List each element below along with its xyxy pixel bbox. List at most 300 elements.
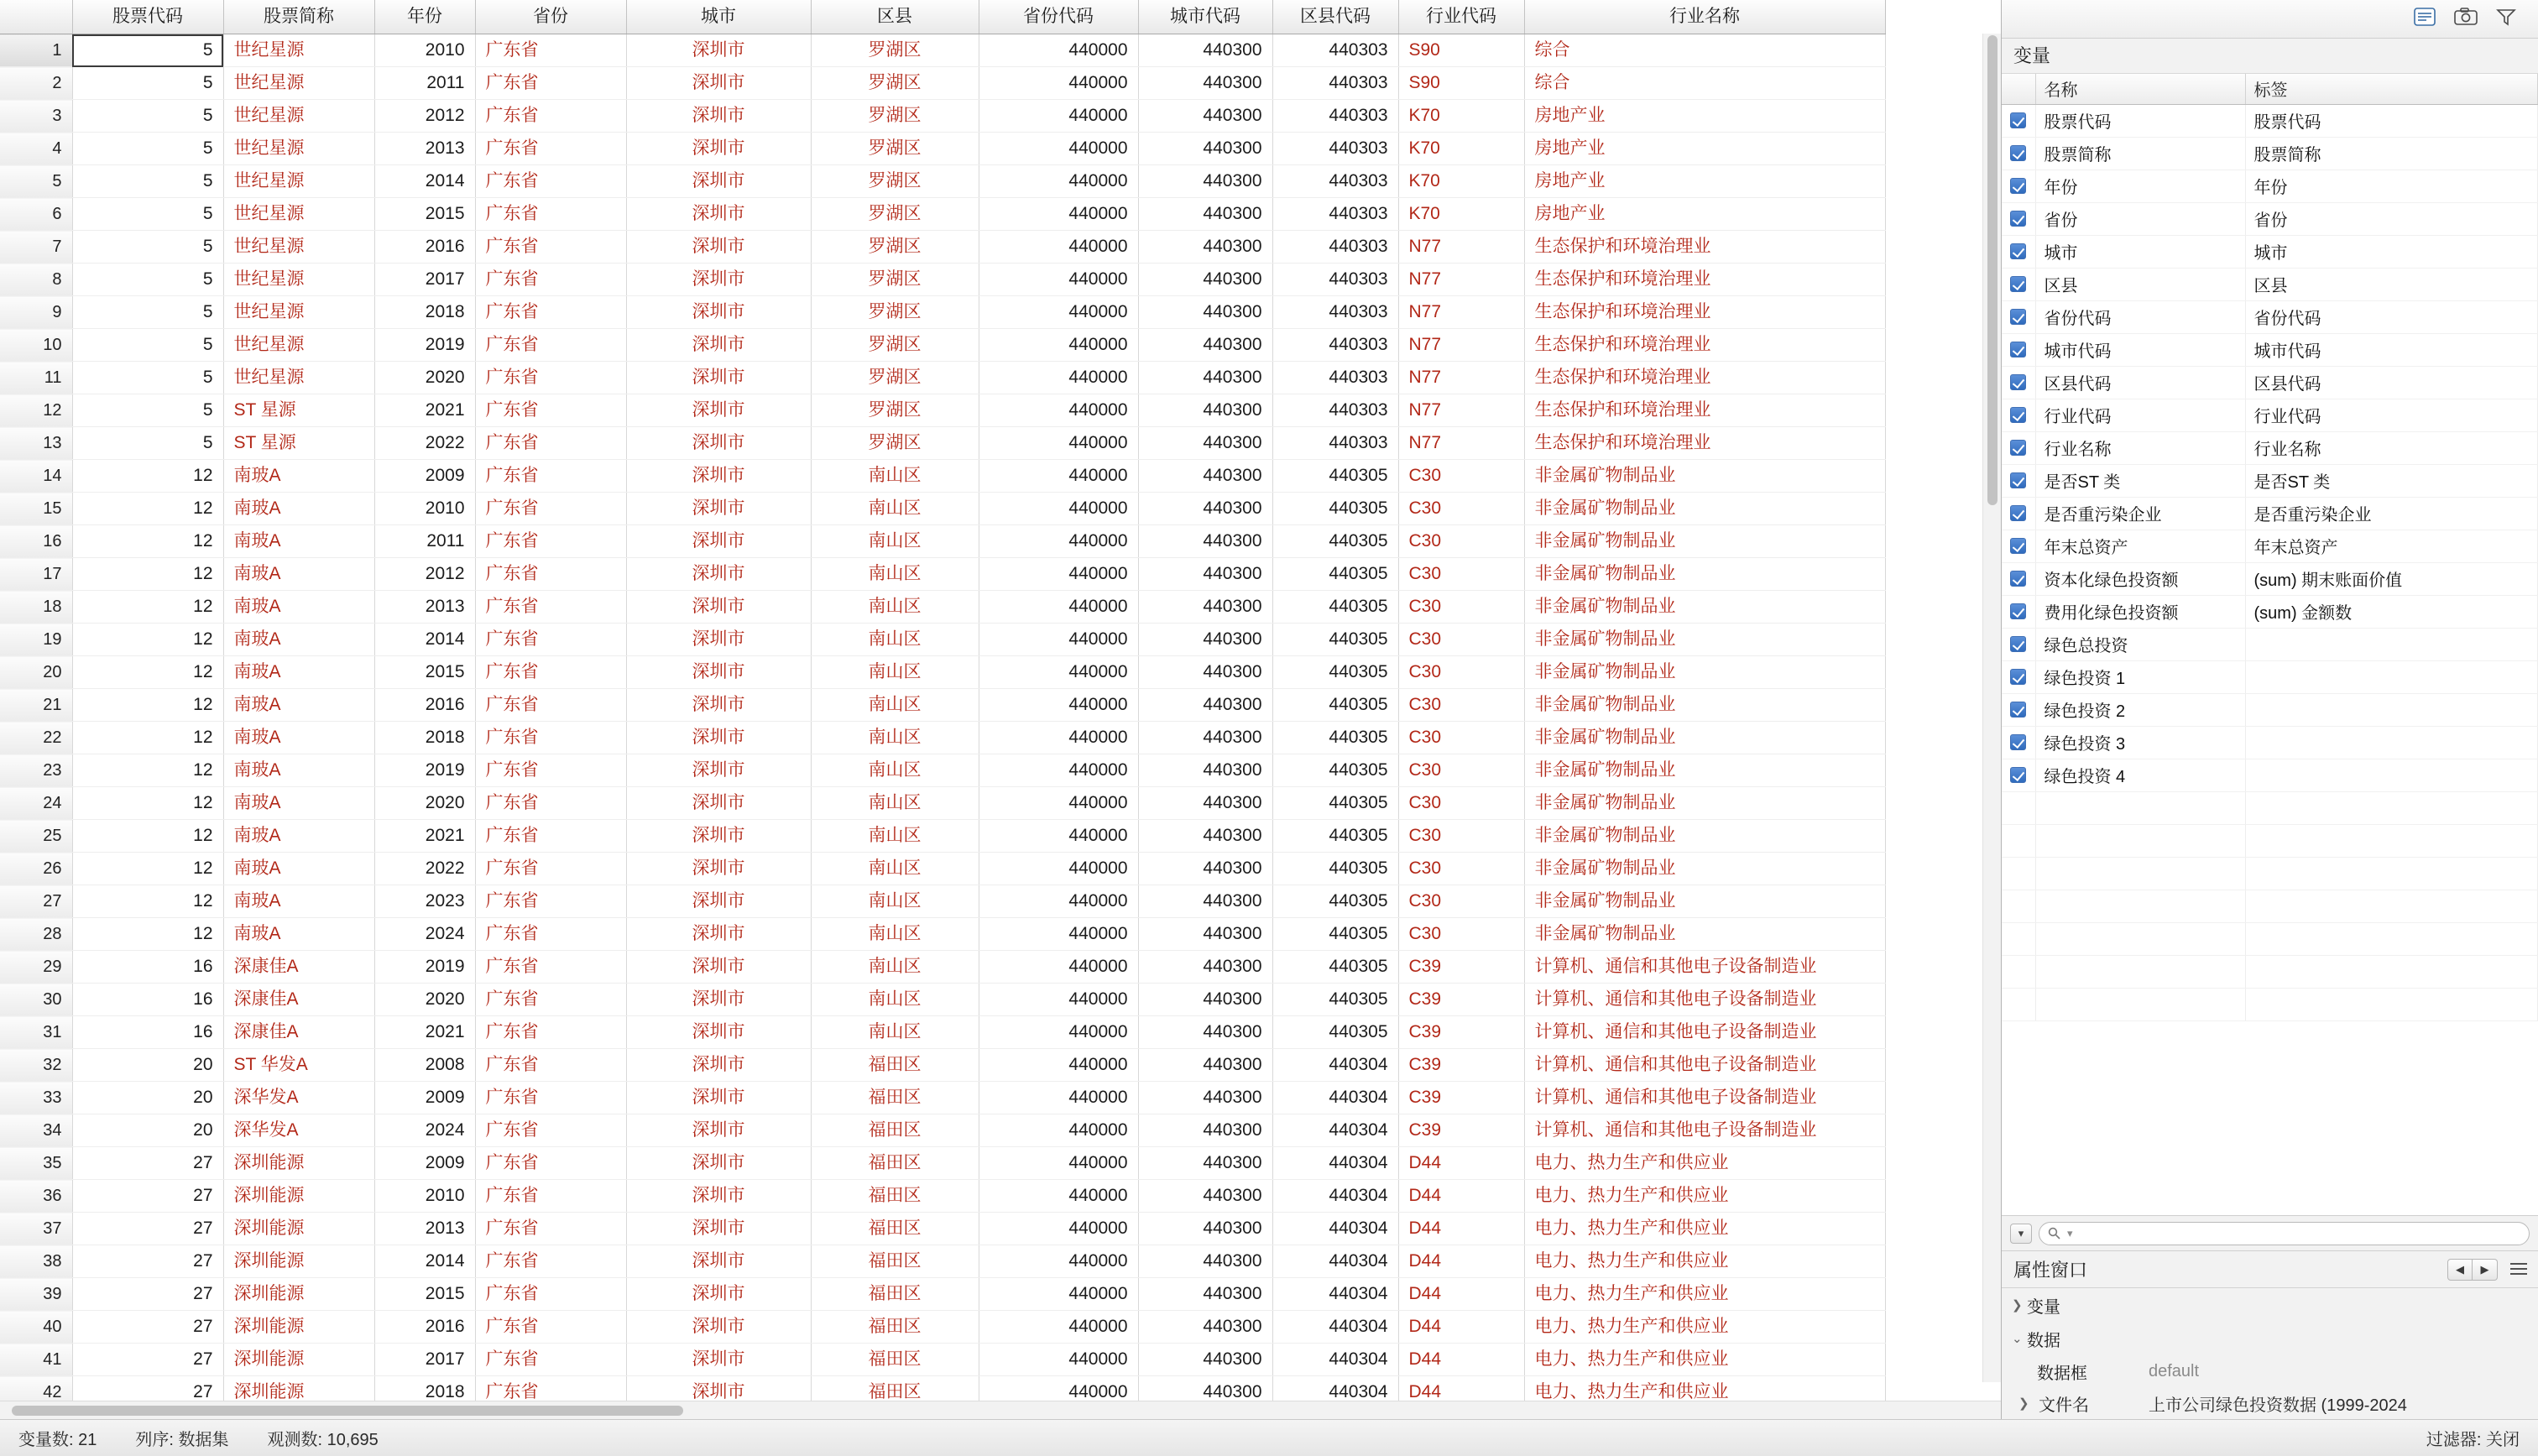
cell[interactable]: 世纪星源 — [223, 165, 374, 198]
cell[interactable]: 440300 — [1138, 689, 1272, 722]
row-number[interactable]: 1 — [0, 34, 72, 67]
variable-label[interactable]: 城市代码 — [2245, 333, 2538, 366]
cell[interactable]: 非金属矿物制品业 — [1524, 624, 1885, 656]
variable-name[interactable]: 绿色投资 1 — [2035, 660, 2245, 693]
variable-label[interactable]: 行业名称 — [2245, 431, 2538, 464]
cell[interactable]: 广东省 — [475, 165, 626, 198]
cell[interactable]: C30 — [1398, 493, 1524, 525]
row-number[interactable]: 21 — [0, 689, 72, 722]
cell[interactable]: C30 — [1398, 918, 1524, 951]
table-row[interactable] — [0, 951, 1885, 984]
cell[interactable]: 440300 — [1138, 231, 1272, 264]
cell[interactable]: 深圳能源 — [223, 1213, 374, 1245]
grid-horizontal-scrollbar-thumb[interactable] — [12, 1406, 683, 1416]
cell[interactable]: 深圳市 — [626, 1213, 811, 1245]
cell[interactable]: 440300 — [1138, 329, 1272, 362]
cell[interactable]: 罗湖区 — [811, 231, 979, 264]
cell[interactable]: 440303 — [1272, 362, 1398, 394]
grid-horizontal-scrollbar[interactable] — [0, 1401, 2001, 1419]
cell[interactable]: 广东省 — [475, 198, 626, 231]
row-number[interactable]: 39 — [0, 1278, 72, 1311]
chevron-down-icon[interactable]: ⌄ — [2012, 1332, 2023, 1346]
row-number[interactable]: 4 — [0, 133, 72, 165]
table-row[interactable] — [0, 820, 1885, 853]
cell[interactable]: D44 — [1398, 1376, 1524, 1401]
variable-name[interactable]: 年份 — [2035, 170, 2245, 202]
cell[interactable]: 12 — [72, 754, 223, 787]
variable-checkbox[interactable] — [2002, 202, 2035, 235]
cell[interactable]: K70 — [1398, 165, 1524, 198]
cell[interactable]: 综合 — [1524, 34, 1885, 67]
cell[interactable]: 440300 — [1138, 853, 1272, 885]
cell[interactable]: 非金属矿物制品业 — [1524, 787, 1885, 820]
row-number[interactable]: 36 — [0, 1180, 72, 1213]
variable-name[interactable]: 行业代码 — [2035, 399, 2245, 431]
table-row[interactable] — [0, 1049, 1885, 1082]
cell[interactable]: 440300 — [1138, 198, 1272, 231]
cell[interactable]: 南玻A — [223, 656, 374, 689]
cell[interactable]: 440305 — [1272, 918, 1398, 951]
cell[interactable]: 2017 — [374, 1344, 475, 1376]
cell[interactable]: 440305 — [1272, 525, 1398, 558]
cell[interactable]: 27 — [72, 1147, 223, 1180]
cell[interactable]: 深圳市 — [626, 296, 811, 329]
grid-vertical-scrollbar[interactable] — [1982, 34, 2001, 1382]
row-header-corner[interactable] — [0, 0, 72, 34]
cell[interactable]: 440305 — [1272, 656, 1398, 689]
cell[interactable]: 440305 — [1272, 624, 1398, 656]
table-row[interactable] — [0, 34, 1885, 67]
cell[interactable]: 南山区 — [811, 820, 979, 853]
variable-checkbox[interactable] — [2002, 660, 2035, 693]
cell[interactable]: 世纪星源 — [223, 198, 374, 231]
cell[interactable]: C30 — [1398, 558, 1524, 591]
cell[interactable]: 广东省 — [475, 1278, 626, 1311]
cell[interactable]: 440300 — [1138, 918, 1272, 951]
cell[interactable]: 综合 — [1524, 67, 1885, 100]
cell[interactable]: 南玻A — [223, 591, 374, 624]
variable-label[interactable]: 是否ST 类 — [2245, 464, 2538, 497]
cell[interactable]: 440304 — [1272, 1245, 1398, 1278]
cell[interactable]: 440300 — [1138, 754, 1272, 787]
table-row[interactable] — [0, 329, 1885, 362]
variable-checkbox[interactable] — [2002, 431, 2035, 464]
variables-header-name[interactable]: 名称 — [2035, 74, 2245, 104]
cell[interactable]: K70 — [1398, 198, 1524, 231]
cell[interactable]: 2022 — [374, 853, 475, 885]
cell[interactable]: 440305 — [1272, 1016, 1398, 1049]
variable-row[interactable] — [2002, 202, 2538, 235]
cell[interactable]: 440000 — [979, 656, 1138, 689]
cell[interactable]: 440304 — [1272, 1311, 1398, 1344]
cell[interactable]: 计算机、通信和其他电子设备制造业 — [1524, 1114, 1885, 1147]
variable-name[interactable]: 绿色投资 4 — [2035, 759, 2245, 791]
cell[interactable]: 南玻A — [223, 722, 374, 754]
cell[interactable]: 世纪星源 — [223, 67, 374, 100]
cell[interactable]: 16 — [72, 951, 223, 984]
cell[interactable]: 罗湖区 — [811, 100, 979, 133]
variable-checkbox[interactable] — [2002, 726, 2035, 759]
cell[interactable]: 广东省 — [475, 787, 626, 820]
cell[interactable]: 20 — [72, 1082, 223, 1114]
cell[interactable]: 2018 — [374, 296, 475, 329]
cell[interactable]: 440000 — [979, 264, 1138, 296]
variable-row[interactable] — [2002, 464, 2538, 497]
list-icon[interactable] — [2414, 8, 2436, 30]
cell[interactable]: 深圳市 — [626, 231, 811, 264]
cell[interactable]: 440303 — [1272, 67, 1398, 100]
cell[interactable]: 深圳市 — [626, 1082, 811, 1114]
variables-header-label[interactable]: 标签 — [2245, 74, 2538, 104]
row-number[interactable]: 34 — [0, 1114, 72, 1147]
cell[interactable]: 深圳市 — [626, 460, 811, 493]
variable-name[interactable]: 省份代码 — [2035, 300, 2245, 333]
column-header-stock-code[interactable]: 股票代码 — [72, 0, 223, 34]
cell[interactable]: D44 — [1398, 1147, 1524, 1180]
cell[interactable]: 深华发A — [223, 1114, 374, 1147]
cell[interactable]: 440000 — [979, 624, 1138, 656]
row-number[interactable]: 33 — [0, 1082, 72, 1114]
cell[interactable]: 5 — [72, 296, 223, 329]
cell[interactable]: C30 — [1398, 787, 1524, 820]
cell[interactable]: 440000 — [979, 1114, 1138, 1147]
cell[interactable]: 福田区 — [811, 1114, 979, 1147]
cell[interactable]: 440305 — [1272, 951, 1398, 984]
cell[interactable]: 深圳市 — [626, 493, 811, 525]
cell[interactable]: 12 — [72, 787, 223, 820]
cell[interactable]: 440304 — [1272, 1180, 1398, 1213]
cell[interactable]: 440000 — [979, 558, 1138, 591]
cell[interactable]: 南玻A — [223, 624, 374, 656]
chevron-down-icon[interactable]: ▾ — [2010, 1224, 2032, 1244]
cell[interactable]: 2010 — [374, 1180, 475, 1213]
cell[interactable]: 2013 — [374, 591, 475, 624]
cell[interactable]: 广东省 — [475, 34, 626, 67]
cell[interactable]: 广东省 — [475, 918, 626, 951]
variable-row[interactable] — [2002, 235, 2538, 268]
cell[interactable]: 罗湖区 — [811, 296, 979, 329]
cell[interactable]: 深圳市 — [626, 264, 811, 296]
cell[interactable]: 440303 — [1272, 329, 1398, 362]
cell[interactable]: 罗湖区 — [811, 165, 979, 198]
cell[interactable]: 非金属矿物制品业 — [1524, 558, 1885, 591]
row-number[interactable]: 10 — [0, 329, 72, 362]
hamburger-icon[interactable] — [2509, 1259, 2528, 1281]
cell[interactable]: N77 — [1398, 362, 1524, 394]
cell[interactable]: 广东省 — [475, 754, 626, 787]
variable-name[interactable]: 是否重污染企业 — [2035, 497, 2245, 530]
cell[interactable]: 440303 — [1272, 165, 1398, 198]
column-header-district[interactable]: 区县 — [811, 0, 979, 34]
table-row[interactable] — [0, 1180, 1885, 1213]
variable-label[interactable] — [2245, 726, 2538, 759]
cell[interactable]: 12 — [72, 918, 223, 951]
cell[interactable]: 房地产业 — [1524, 133, 1885, 165]
cell[interactable]: 广东省 — [475, 722, 626, 754]
cell[interactable]: 福田区 — [811, 1278, 979, 1311]
cell[interactable]: 440300 — [1138, 34, 1272, 67]
row-number[interactable]: 42 — [0, 1376, 72, 1401]
variable-checkbox[interactable] — [2002, 595, 2035, 628]
cell[interactable]: 世纪星源 — [223, 34, 374, 67]
row-number[interactable]: 26 — [0, 853, 72, 885]
cell[interactable]: 福田区 — [811, 1344, 979, 1376]
variable-label[interactable]: 是否重污染企业 — [2245, 497, 2538, 530]
cell[interactable]: 440000 — [979, 853, 1138, 885]
cell[interactable]: 广东省 — [475, 1245, 626, 1278]
cell[interactable]: 5 — [72, 34, 223, 67]
cell[interactable]: 深圳市 — [626, 198, 811, 231]
cell[interactable]: 南山区 — [811, 525, 979, 558]
cell[interactable]: 12 — [72, 885, 223, 918]
cell[interactable]: 南山区 — [811, 918, 979, 951]
cell[interactable]: 440300 — [1138, 296, 1272, 329]
cell[interactable]: 福田区 — [811, 1082, 979, 1114]
cell[interactable]: C39 — [1398, 1114, 1524, 1147]
cell[interactable]: 生态保护和环境治理业 — [1524, 427, 1885, 460]
cell[interactable]: 罗湖区 — [811, 133, 979, 165]
variable-label[interactable]: 省份 — [2245, 202, 2538, 235]
cell[interactable]: 深圳市 — [626, 1376, 811, 1401]
chevron-right-icon[interactable]: ❯ — [2012, 1298, 2023, 1312]
cell[interactable]: 12 — [72, 820, 223, 853]
cell[interactable]: 2009 — [374, 1147, 475, 1180]
table-row[interactable] — [0, 624, 1885, 656]
cell[interactable]: 深圳市 — [626, 591, 811, 624]
cell[interactable]: 27 — [72, 1180, 223, 1213]
cell[interactable]: 20 — [72, 1049, 223, 1082]
cell[interactable]: D44 — [1398, 1245, 1524, 1278]
table-row[interactable] — [0, 100, 1885, 133]
cell[interactable]: 房地产业 — [1524, 198, 1885, 231]
table-row[interactable] — [0, 362, 1885, 394]
variable-name[interactable]: 省份 — [2035, 202, 2245, 235]
cell[interactable]: 440000 — [979, 1344, 1138, 1376]
cell[interactable]: 440300 — [1138, 656, 1272, 689]
cell[interactable]: 广东省 — [475, 689, 626, 722]
cell[interactable]: 440300 — [1138, 1245, 1272, 1278]
cell[interactable]: 440300 — [1138, 133, 1272, 165]
cell[interactable]: 440300 — [1138, 67, 1272, 100]
cell[interactable]: 世纪星源 — [223, 100, 374, 133]
variable-checkbox[interactable] — [2002, 464, 2035, 497]
table-row[interactable] — [0, 885, 1885, 918]
cell[interactable]: 南山区 — [811, 624, 979, 656]
cell[interactable]: 世纪星源 — [223, 264, 374, 296]
variable-label[interactable]: (sum) 期末账面价值 — [2245, 562, 2538, 595]
cell[interactable]: N77 — [1398, 329, 1524, 362]
cell[interactable]: 440304 — [1272, 1278, 1398, 1311]
row-number[interactable]: 17 — [0, 558, 72, 591]
cell[interactable]: 南山区 — [811, 885, 979, 918]
variable-checkbox[interactable] — [2002, 693, 2035, 726]
cell[interactable]: 世纪星源 — [223, 133, 374, 165]
variable-label[interactable] — [2245, 693, 2538, 726]
table-row[interactable] — [0, 296, 1885, 329]
cell[interactable]: 广东省 — [475, 1114, 626, 1147]
cell[interactable]: 深圳市 — [626, 1278, 811, 1311]
cell[interactable]: 南玻A — [223, 885, 374, 918]
row-number[interactable]: 20 — [0, 656, 72, 689]
cell[interactable]: 440300 — [1138, 427, 1272, 460]
cell[interactable]: N77 — [1398, 296, 1524, 329]
cell[interactable]: 440305 — [1272, 885, 1398, 918]
cell[interactable]: 440300 — [1138, 885, 1272, 918]
cell[interactable]: 电力、热力生产和供应业 — [1524, 1213, 1885, 1245]
variable-row[interactable] — [2002, 693, 2538, 726]
cell[interactable]: K70 — [1398, 133, 1524, 165]
cell[interactable]: 440303 — [1272, 34, 1398, 67]
cell[interactable]: 440000 — [979, 394, 1138, 427]
cell[interactable]: 广东省 — [475, 1082, 626, 1114]
variable-name[interactable]: 股票代码 — [2035, 104, 2245, 137]
cell[interactable]: 440305 — [1272, 754, 1398, 787]
cell[interactable]: 南玻A — [223, 754, 374, 787]
variable-label[interactable]: 区县代码 — [2245, 366, 2538, 399]
cell[interactable]: 2016 — [374, 1311, 475, 1344]
variable-name[interactable]: 绿色总投资 — [2035, 628, 2245, 660]
variable-label[interactable]: 区县 — [2245, 268, 2538, 300]
table-row[interactable] — [0, 722, 1885, 754]
cell[interactable]: 2015 — [374, 198, 475, 231]
cell[interactable]: 世纪星源 — [223, 329, 374, 362]
cell[interactable]: 广东省 — [475, 591, 626, 624]
cell[interactable]: 南山区 — [811, 853, 979, 885]
cell[interactable]: 深圳市 — [626, 133, 811, 165]
cell[interactable]: 计算机、通信和其他电子设备制造业 — [1524, 1016, 1885, 1049]
cell[interactable]: 深圳市 — [626, 1311, 811, 1344]
variable-row[interactable] — [2002, 530, 2538, 562]
cell[interactable]: 2017 — [374, 264, 475, 296]
variable-name[interactable]: 城市 — [2035, 235, 2245, 268]
cell[interactable]: 440300 — [1138, 591, 1272, 624]
variable-row[interactable] — [2002, 726, 2538, 759]
cell[interactable]: 2009 — [374, 1082, 475, 1114]
cell[interactable]: 电力、热力生产和供应业 — [1524, 1180, 1885, 1213]
cell[interactable]: 福田区 — [811, 1213, 979, 1245]
cell[interactable]: 440303 — [1272, 231, 1398, 264]
cell[interactable]: C39 — [1398, 1049, 1524, 1082]
table-row[interactable] — [0, 689, 1885, 722]
cell[interactable]: 广东省 — [475, 133, 626, 165]
cell[interactable]: 2014 — [374, 165, 475, 198]
cell[interactable]: 2012 — [374, 558, 475, 591]
cell[interactable]: 罗湖区 — [811, 362, 979, 394]
cell[interactable]: 2013 — [374, 1213, 475, 1245]
cell[interactable]: 440305 — [1272, 853, 1398, 885]
cell[interactable]: 生态保护和环境治理业 — [1524, 264, 1885, 296]
cell[interactable]: 非金属矿物制品业 — [1524, 525, 1885, 558]
cell[interactable]: 2010 — [374, 34, 475, 67]
cell[interactable]: 12 — [72, 656, 223, 689]
cell[interactable]: 福田区 — [811, 1180, 979, 1213]
cell[interactable]: 440303 — [1272, 198, 1398, 231]
variable-checkbox[interactable] — [2002, 268, 2035, 300]
column-header-stock-name[interactable]: 股票简称 — [223, 0, 374, 34]
cell[interactable]: 440000 — [979, 1311, 1138, 1344]
cell[interactable]: 440000 — [979, 591, 1138, 624]
variable-name[interactable]: 绿色投资 2 — [2035, 693, 2245, 726]
variable-row[interactable] — [2002, 399, 2538, 431]
table-row[interactable] — [0, 460, 1885, 493]
cell[interactable]: 440000 — [979, 1376, 1138, 1401]
cell[interactable]: 电力、热力生产和供应业 — [1524, 1278, 1885, 1311]
table-row[interactable] — [0, 231, 1885, 264]
cell[interactable]: 南山区 — [811, 460, 979, 493]
variable-name[interactable]: 绿色投资 3 — [2035, 726, 2245, 759]
cell[interactable]: 440304 — [1272, 1376, 1398, 1401]
row-number[interactable]: 12 — [0, 394, 72, 427]
variable-row[interactable] — [2002, 628, 2538, 660]
cell[interactable]: 440305 — [1272, 460, 1398, 493]
cell[interactable]: 440304 — [1272, 1147, 1398, 1180]
cell[interactable]: 非金属矿物制品业 — [1524, 493, 1885, 525]
properties-group-data[interactable] — [2002, 1322, 2538, 1355]
cell[interactable]: 440305 — [1272, 787, 1398, 820]
variable-checkbox[interactable] — [2002, 530, 2035, 562]
table-row[interactable] — [0, 198, 1885, 231]
variable-row[interactable] — [2002, 660, 2538, 693]
property-value-filename[interactable]: 上市公司绿色投资数据 (1999-2024 — [2149, 1396, 2407, 1415]
cell[interactable]: 南玻A — [223, 460, 374, 493]
cell[interactable]: 广东省 — [475, 394, 626, 427]
variable-name[interactable]: 区县 — [2035, 268, 2245, 300]
cell[interactable]: 深圳市 — [626, 165, 811, 198]
variable-row[interactable] — [2002, 497, 2538, 530]
cell[interactable]: 深圳能源 — [223, 1245, 374, 1278]
variable-name[interactable]: 费用化绿色投资额 — [2035, 595, 2245, 628]
cell[interactable]: 南山区 — [811, 787, 979, 820]
variable-name[interactable]: 资本化绿色投资额 — [2035, 562, 2245, 595]
variable-row[interactable] — [2002, 300, 2538, 333]
variable-name[interactable]: 行业名称 — [2035, 431, 2245, 464]
table-row[interactable] — [0, 984, 1885, 1016]
variable-label[interactable] — [2245, 628, 2538, 660]
table-row[interactable] — [0, 1311, 1885, 1344]
row-number[interactable]: 38 — [0, 1245, 72, 1278]
cell[interactable]: 深圳市 — [626, 820, 811, 853]
row-number[interactable]: 27 — [0, 885, 72, 918]
row-number[interactable]: 6 — [0, 198, 72, 231]
cell[interactable]: 广东省 — [475, 1147, 626, 1180]
table-row[interactable] — [0, 1344, 1885, 1376]
cell[interactable]: 南山区 — [811, 722, 979, 754]
cell[interactable]: 27 — [72, 1213, 223, 1245]
row-number[interactable]: 37 — [0, 1213, 72, 1245]
cell[interactable]: 深圳市 — [626, 1147, 811, 1180]
cell[interactable]: C30 — [1398, 460, 1524, 493]
cell[interactable]: 深圳能源 — [223, 1311, 374, 1344]
cell[interactable]: 广东省 — [475, 951, 626, 984]
row-number[interactable]: 8 — [0, 264, 72, 296]
cell[interactable]: 2020 — [374, 984, 475, 1016]
cell[interactable]: 深圳市 — [626, 329, 811, 362]
cell[interactable]: 440000 — [979, 918, 1138, 951]
variable-checkbox[interactable] — [2002, 137, 2035, 170]
table-row[interactable] — [0, 1147, 1885, 1180]
cell[interactable]: 南山区 — [811, 1016, 979, 1049]
row-number[interactable]: 18 — [0, 591, 72, 624]
cell[interactable]: 深圳市 — [626, 67, 811, 100]
table-row[interactable] — [0, 1245, 1885, 1278]
cell[interactable]: 生态保护和环境治理业 — [1524, 329, 1885, 362]
variable-checkbox[interactable] — [2002, 562, 2035, 595]
cell[interactable]: 440000 — [979, 67, 1138, 100]
cell[interactable]: 深康佳A — [223, 984, 374, 1016]
cell[interactable]: 440000 — [979, 820, 1138, 853]
column-header-city-code[interactable]: 城市代码 — [1138, 0, 1272, 34]
cell[interactable]: 深圳市 — [626, 34, 811, 67]
